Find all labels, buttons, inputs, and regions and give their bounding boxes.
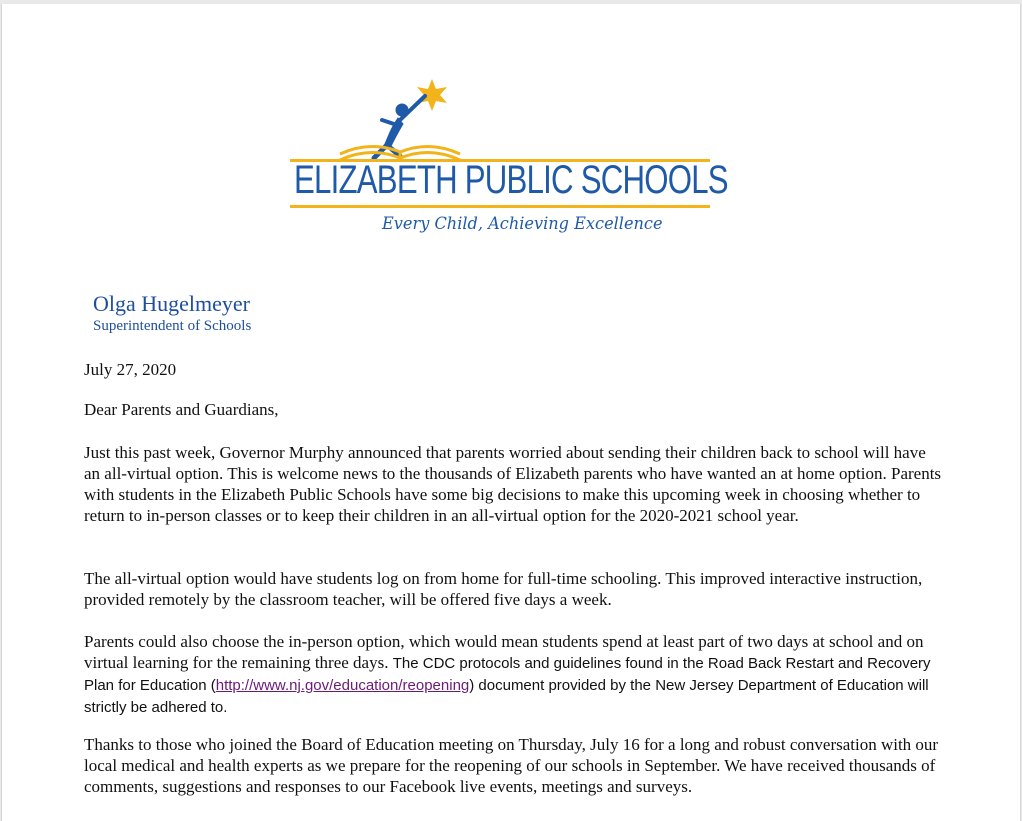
school-logo [290,74,740,249]
logo-wordmark: ELIZABETH PUBLIC SCHOOLS [294,158,728,202]
reopening-link[interactable]: http://www.nj.gov/education/reopening [215,677,470,694]
paragraph-1: Just this past week, Governor Murphy announced that parents worried about sending their children back to school will have an all-virtual option. This is welcome news to the thousands of Elizabeth parents who have wanted an at home option. Parents with students in the Elizabeth Public Schools have some big decisions to make this upcoming week in choosing whether to return to in-person classes or to keep their children in an all-virtual option for the 2020-2021 school year. [84,443,942,525]
paragraph-3-text: Parents could also choose the in-person option, which would mean students spend at least part of two days at school and on virtual learning for the remaining three days. [84,632,924,672]
paragraph-3-cdc-text: The CDC protocols and guidelines found in the Road Back Restart and Recovery Plan for Education ( [84,655,931,694]
logo-bottom-rule [290,205,710,208]
paragraph-2: The all-virtual option would have students log on from home for full-time schooling. This improved interactive instruction, provided remotely by the classroom teacher, will be offered five days a week. [84,569,923,609]
paragraph-4: Thanks to those who joined the Board of Education meeting on Thursday, July 16 for a long and robust conversation with our local medical and health experts as we prepare for the reopening of our schools in September. We have received thousands of comments, suggestions and responses to our Facebook live events, meetings and surveys. [84,735,939,796]
superintendent-title: Superintendent of Schools [93,318,252,334]
document-page [1,4,1021,821]
letter-salutation: Dear Parents and Guardians, [84,400,279,419]
letter-date: July 27, 2020 [84,360,177,379]
superintendent-name: Olga Hugelmeyer [93,291,250,316]
logo-tagline: Every Child, Achieving Excellence [382,214,663,234]
paragraph-3-tail: ) document provided by the New Jersey Department of Education will strictly be adhered to. [84,677,929,716]
star-icon [417,79,447,111]
paragraph-3 [84,631,944,718]
